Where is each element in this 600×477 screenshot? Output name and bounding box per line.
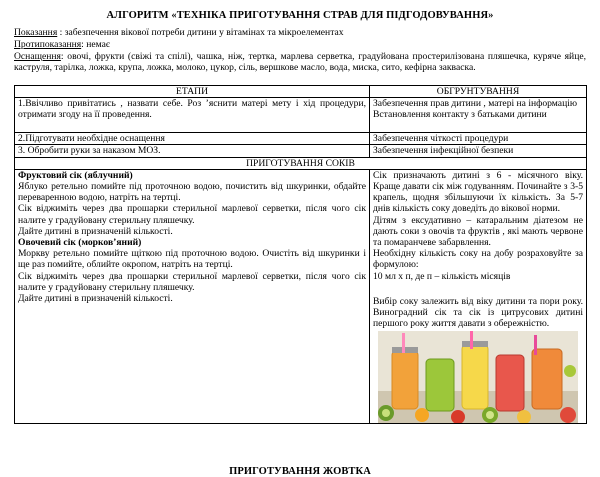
rationale-1-text: Забезпечення прав дитини , матері на інформацію — [373, 98, 578, 110]
recipe-notes-cell — [370, 169, 587, 424]
fruit-step-3: Дайте дитині в призначеній кількості. — [18, 225, 173, 237]
contraindications-text: : немає — [81, 39, 110, 50]
recipe-cell — [15, 169, 370, 424]
stage-cell-2: 2.Підготувати необхідне оснащення — [15, 133, 370, 145]
notes-para-4: Вибір соку залежить від віку дитини та пори року. Виноградний сік та сік із цитрусових дитині першого року життя давати з обережністю. — [373, 295, 583, 330]
fruit-step-2: Сік віджиміть через два прошарки стерильної марлевої серветки, після чого сік налите у градуйовану стерильну пляшечку. — [18, 203, 366, 226]
indications-line — [14, 27, 586, 38]
section-title: ПРИГОТУВАННЯ СОКІВ — [15, 157, 587, 169]
fruit-juice-title: Фруктовий сік (яблучний) — [18, 169, 133, 181]
table-header-row — [15, 86, 587, 98]
veg-step-1: Моркву ретельно помийте щіткою під проточною водою. Очистіть від шкуринки і ще раз помийте, облийте окропом, натріть на тертці. — [18, 248, 366, 271]
rationale-cell-2: Забезпечення чіткості процедури — [370, 133, 587, 145]
col-stages-header: ЕТАПИ — [15, 86, 370, 98]
stage-cell-1: 1.Ввічливо привітатись , назвати себе. Роз ’яснити матері мету і хід процедури, отримати згоду на її проведення. — [15, 98, 370, 133]
veg-juice-title: Овочевий сік (морков’яний) — [18, 237, 142, 249]
indications-label: Показання — [14, 27, 58, 38]
juice-photo — [378, 331, 578, 423]
veg-step-2: Сік віджиміть через два прошарки стерильної марлевої серветки, після чого сік налите у градуйовану стерильну пляшечку. — [18, 270, 366, 293]
section-row — [15, 157, 587, 169]
notes-para-3: Необхідну кількість соку на добу розраховуйте за формулою: — [373, 248, 583, 271]
table-row — [15, 145, 587, 157]
juice-recipe-row — [15, 169, 587, 424]
stage-cell-3: 3. Обробити руки за наказом МОЗ. — [15, 145, 370, 157]
notes-para-1: Сік призначають дитині з 6 - місячного віку. Краще давати сік між годуванням. Починайте з 3-5 крапель, щодня збільшуючи їх кількість. За 5-7 днів кількість соку доведіть до вікової норми. — [373, 169, 583, 215]
notes-formula: 10 мл х п, де п – кількість місяців — [373, 270, 511, 282]
indications-text: : забезпечення вікової потреби дитини у вітамінах та мікроелементах — [57, 27, 344, 38]
equipment-label: Оснащення — [14, 51, 61, 62]
table-row — [15, 133, 587, 145]
rationale-cell-1 — [370, 98, 587, 133]
contraindications-line — [14, 39, 586, 50]
table-row — [15, 98, 587, 133]
rationale-cell-3: Забезпечення інфекційної безпеки — [370, 145, 587, 157]
equipment-line — [14, 51, 586, 73]
col-rationale-header: ОБГРУНТУВАННЯ — [370, 86, 587, 98]
notes-para-2: Дітям з ексудативно – катаральним діатезом не дають соки з овочів та фруктів , які мають червоне та помаранчеве забарвлення. — [373, 214, 583, 249]
equipment-text: : овочі, фрукти (свіжі та спілі), чашка, ніж, тертка, марлева серветка, градуйована простерилізована пляшечка, куряче яйце, каструля, тарілка, ложка, крупа, ложка, молоко, цукор, сіль, вершкове масло, вода, миска, сито, кефірна закваска. — [14, 51, 586, 74]
contraindications-label: Протипоказання — [14, 39, 82, 50]
veg-step-3: Дайте дитині в призначеній кількості. — [18, 293, 173, 305]
algorithm-table — [14, 85, 587, 424]
rationale-1-text-2: Встановлення контакту з батьками дитини — [373, 109, 547, 121]
fruit-step-1: Яблуко ретельно помийте під проточною водою, почистить від шкуринки, обдайте переваренною водою, натріть на тертці. — [18, 181, 366, 204]
document-title: АЛГОРИТМ «ТЕХНІКА ПРИГОТУВАННЯ СТРАВ ДЛЯ ПІДГОДОВУВАННЯ» — [106, 10, 494, 21]
next-section-title: ПРИГОТУВАННЯ ЖОВТКА — [229, 466, 371, 477]
